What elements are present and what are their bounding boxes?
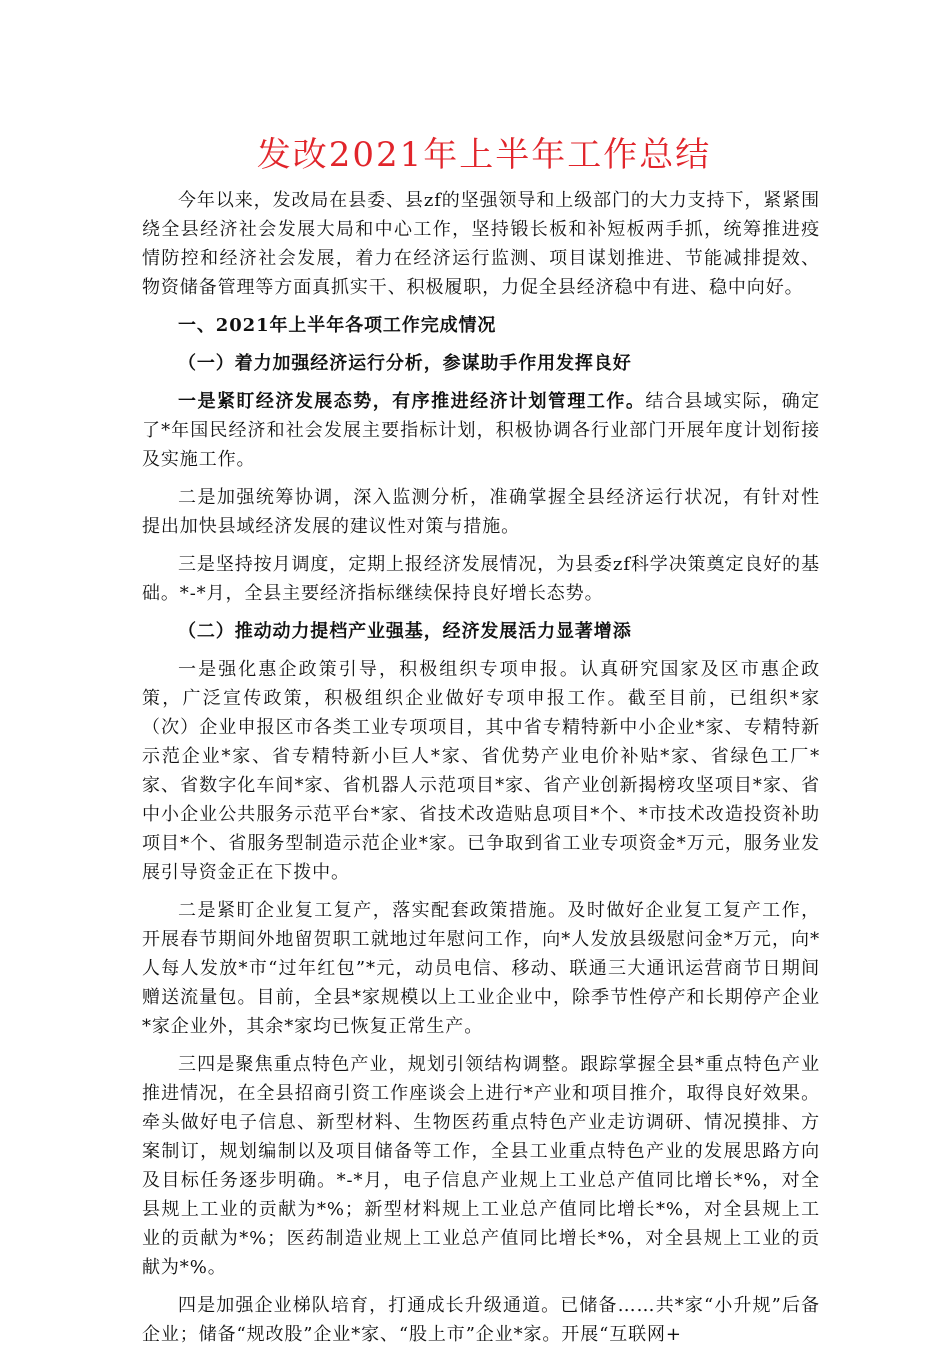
paragraph-coordination: 二是加强统筹协调，深入监测分析，准确掌握全县经济运行状况，有针对性提出加快县域经济发展的建议性对策与措施。	[142, 487, 820, 537]
subsection-heading-2: （二）推动动力提档产业强基，经济发展活力显著增添	[178, 621, 632, 642]
document-title: 发改2021年上半年工作总结	[256, 135, 712, 175]
paragraph-policy-guidance: 一是强化惠企政策引导，积极组织专项申报。认真研究国家及区市惠企政策，广泛宣传政策，积极组织企业做好专项申报工作。截至目前，已组织*家（次）企业申报区市各类工业专项项目，其中省专精特新中小企业*家、专精特新示范企业*家、省专精特新小巨人*家、省优势产业电价补贴*家、省绿色工厂*家、省数字化车间*家、省机器人示范项目*家、省产业创新揭榜攻坚项目*家、省中小企业公共服务示范平台*家、省技术改造贴息项目*个、*市技术改造投资补助项目*个、省服务型制造示范企业*家。已争取到省工业专项资金*万元，服务业发展引导资金正在下拨中。	[142, 659, 820, 883]
paragraph-monthly-dispatch: 三是坚持按月调度，定期上报经济发展情况，为县委zf科学决策奠定良好的基础。*-*月，全县主要经济指标继续保持良好增长态势。	[142, 554, 820, 604]
paragraph-enterprise-cultivation: 四是加强企业梯队培育，打通成长升级通道。已储备……共*家“小升规”后备企业；储备“规改股”企业*家、“股上市”企业*家。开展“互联网+	[142, 1295, 820, 1345]
subsection-heading-1: （一）着力加强经济运行分析，参谋助手作用发挥良好	[178, 353, 632, 374]
paragraph-key-industries: 三四是聚焦重点特色产业，规划引领结构调整。跟踪掌握全县*重点特色产业推进情况，在全县招商引资工作座谈会上进行*产业和项目推介，取得良好效果。牵头做好电子信息、新型材料、生物医药重点特色产业走访调研、情况摸排、方案制订，规划编制以及项目储备等工作，全县工业重点特色产业的发展思路方向及目标任务逐步明确。*-*月，电子信息产业规上工业总产值同比增长*%，对全县规上工业的贡献为*%；新型材料规上工业总产值同比增长*%，对全县规上工业的贡献为*%；医药制造业规上工业总产值同比增长*%，对全县规上工业的贡献为*%。	[142, 1054, 820, 1278]
paragraph-economic-plan	[142, 387, 820, 474]
section-heading-1: 一、2021年上半年各项工作完成情况	[178, 315, 497, 336]
intro-paragraph: 今年以来，发改局在县委、县zf的坚强领导和上级部门的大力支持下，紧紧围绕全县经济社会发展大局和中心工作，坚持锻长板和补短板两手抓，统筹推进疫情防控和经济社会发展，着力在经济运行监测、项目谋划推进、节能减排提效、物资储备管理等方面真抓实干、积极履职，力促全县经济稳中有进、稳中向好。	[142, 190, 820, 298]
paragraph-lead-text: 一是紧盯经济发展态势，有序推进经济计划管理工作。	[178, 391, 646, 412]
paragraph-body-text: 结合县域实际，确定了*年国民经济和社会发展主要指标计划，积极协调各行业部门开展年度计划衔接及实施工作。	[142, 391, 820, 470]
paragraph-resume-production: 二是紧盯企业复工复产，落实配套政策措施。及时做好企业复工复产工作，开展春节期间外地留贺职工就地过年慰问工作，向*人发放县级慰问金*万元，向*人每人发放*市“过年红包”*元，动员电信、移动、联通三大通讯运营商节日期间赠送流量包。目前，全县*家规模以上工业企业中，除季节性停产和长期停产企业*家企业外，其余*家均已恢复正常生产。	[142, 900, 820, 1037]
